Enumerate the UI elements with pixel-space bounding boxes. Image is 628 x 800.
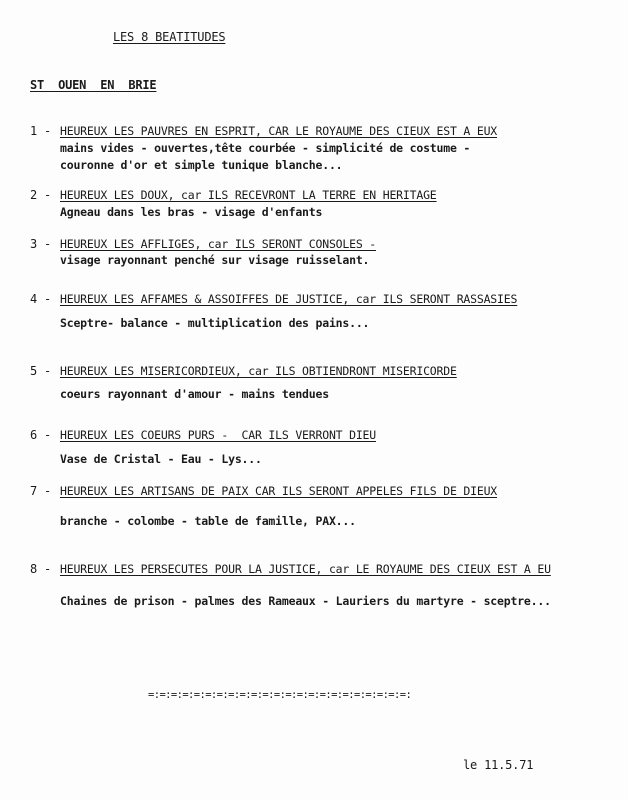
item-number: 8 - [30, 562, 52, 576]
place-heading: ST OUEN EN BRIE [30, 78, 157, 92]
item-heading: HEUREUX LES AFFAMES & ASSOIFFES DE JUSTICE, car ILS SERONT RASSASIES [60, 292, 518, 306]
item-description-line: visage rayonnant penché sur visage ruisselant. [60, 253, 370, 267]
item-description-line: couronne d'or et simple tunique blanche... [60, 158, 343, 172]
item-number: 3 - [30, 237, 52, 251]
item-heading: HEUREUX LES MISERICORDIEUX, car ILS OBTIENDRONT MISERICORDE [60, 364, 457, 378]
item-number: 5 - [30, 364, 52, 378]
item-heading: HEUREUX LES DOUX, car ILS RECEVRONT LA TERRE EN HERITAGE [60, 188, 437, 202]
item-description-line: branche - colombe - table de famille, PAX... [60, 514, 356, 528]
item-description-line: Agneau dans les bras - visage d'enfants [60, 205, 323, 219]
item-number: 1 - [30, 124, 52, 138]
item-number: 7 - [30, 484, 52, 498]
item-description-line: Sceptre- balance - multiplication des pains... [60, 316, 370, 330]
item-description-line: Vase de Cristal - Eau - Lys... [60, 452, 262, 466]
document-title: LES 8 BEATITUDES [113, 30, 226, 44]
item-heading: HEUREUX LES AFFLIGES, car ILS SERONT CONSOLES - [60, 237, 377, 251]
item-description-line: coeurs rayonnant d'amour - mains tendues [60, 387, 329, 401]
item-heading: HEUREUX LES COEURS PURS - CAR ILS VERRONT DIEU [60, 428, 377, 442]
item-description-line: Chaines de prison - palmes des Rameaux - Lauriers du martyre - sceptre... [60, 594, 551, 608]
item-heading: HEUREUX LES PAUVRES EN ESPRIT, CAR LE ROYAUME DES CIEUX EST A EUX [60, 124, 498, 138]
item-description-line: mains vides - ouvertes,tête courbée - simplicité de costume - [60, 141, 471, 155]
separator-line: =:=:=:=:=:=:=:=:=:=:=:=:=:=:=:=:=:=:=:=:=:=:=: [148, 689, 412, 701]
item-heading: HEUREUX LES ARTISANS DE PAIX CAR ILS SERONT APPELES FILS DE DIEUX [60, 484, 498, 498]
item-number: 4 - [30, 292, 52, 306]
item-heading: HEUREUX LES PERSECUTES POUR LA JUSTICE, car LE ROYAUME DES CIEUX EST A EU [60, 562, 551, 576]
document-date: le 11.5.71 [463, 758, 534, 772]
item-number: 6 - [30, 428, 52, 442]
item-number: 2 - [30, 188, 52, 202]
